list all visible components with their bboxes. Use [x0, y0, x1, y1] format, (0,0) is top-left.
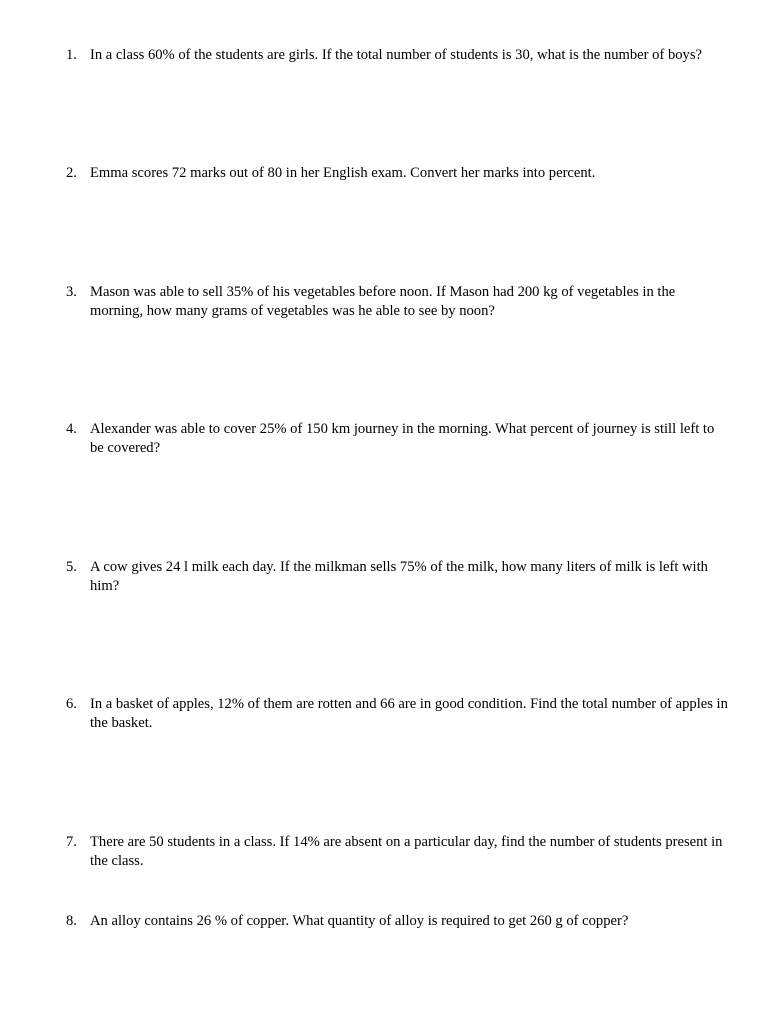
question-item — [66, 164, 730, 183]
question-number: 2. — [66, 165, 77, 181]
question-text: Mason was able to sell 35% of his vegetables before noon. If Mason had 200 kg of vegetables in the morning, how many grams of vegetables was he able to see by noon? — [90, 284, 676, 319]
question-item — [66, 833, 730, 871]
question-number: 5. — [66, 559, 77, 575]
question-text: Emma scores 72 marks out of 80 in her English exam. Convert her marks into percent. — [90, 165, 596, 181]
question-number: 3. — [66, 284, 77, 300]
question-item — [66, 46, 730, 65]
question-text: There are 50 students in a class. If 14% are absent on a particular day, find the number of students present in the class. — [90, 834, 723, 869]
question-text: In a basket of apples, 12% of them are rotten and 66 are in good condition. Find the total number of apples in the basket. — [90, 696, 728, 731]
question-number: 7. — [66, 834, 77, 850]
question-item — [66, 283, 730, 321]
question-text: Alexander was able to cover 25% of 150 km journey in the morning. What percent of journey is still left to be covered? — [90, 421, 715, 456]
question-item — [66, 558, 730, 596]
question-text: An alloy contains 26 % of copper. What quantity of alloy is required to get 260 g of copper? — [90, 913, 629, 929]
question-item — [66, 912, 730, 931]
question-number: 6. — [66, 696, 77, 712]
question-number: 4. — [66, 421, 77, 437]
question-item — [66, 420, 730, 458]
question-text: A cow gives 24 l milk each day. If the milkman sells 75% of the milk, how many liters of milk is left with him? — [90, 559, 708, 594]
question-number: 1. — [66, 47, 77, 63]
question-number: 8. — [66, 913, 77, 929]
question-text: In a class 60% of the students are girls. If the total number of students is 30, what is the number of boys? — [90, 47, 702, 63]
question-item — [66, 695, 730, 733]
